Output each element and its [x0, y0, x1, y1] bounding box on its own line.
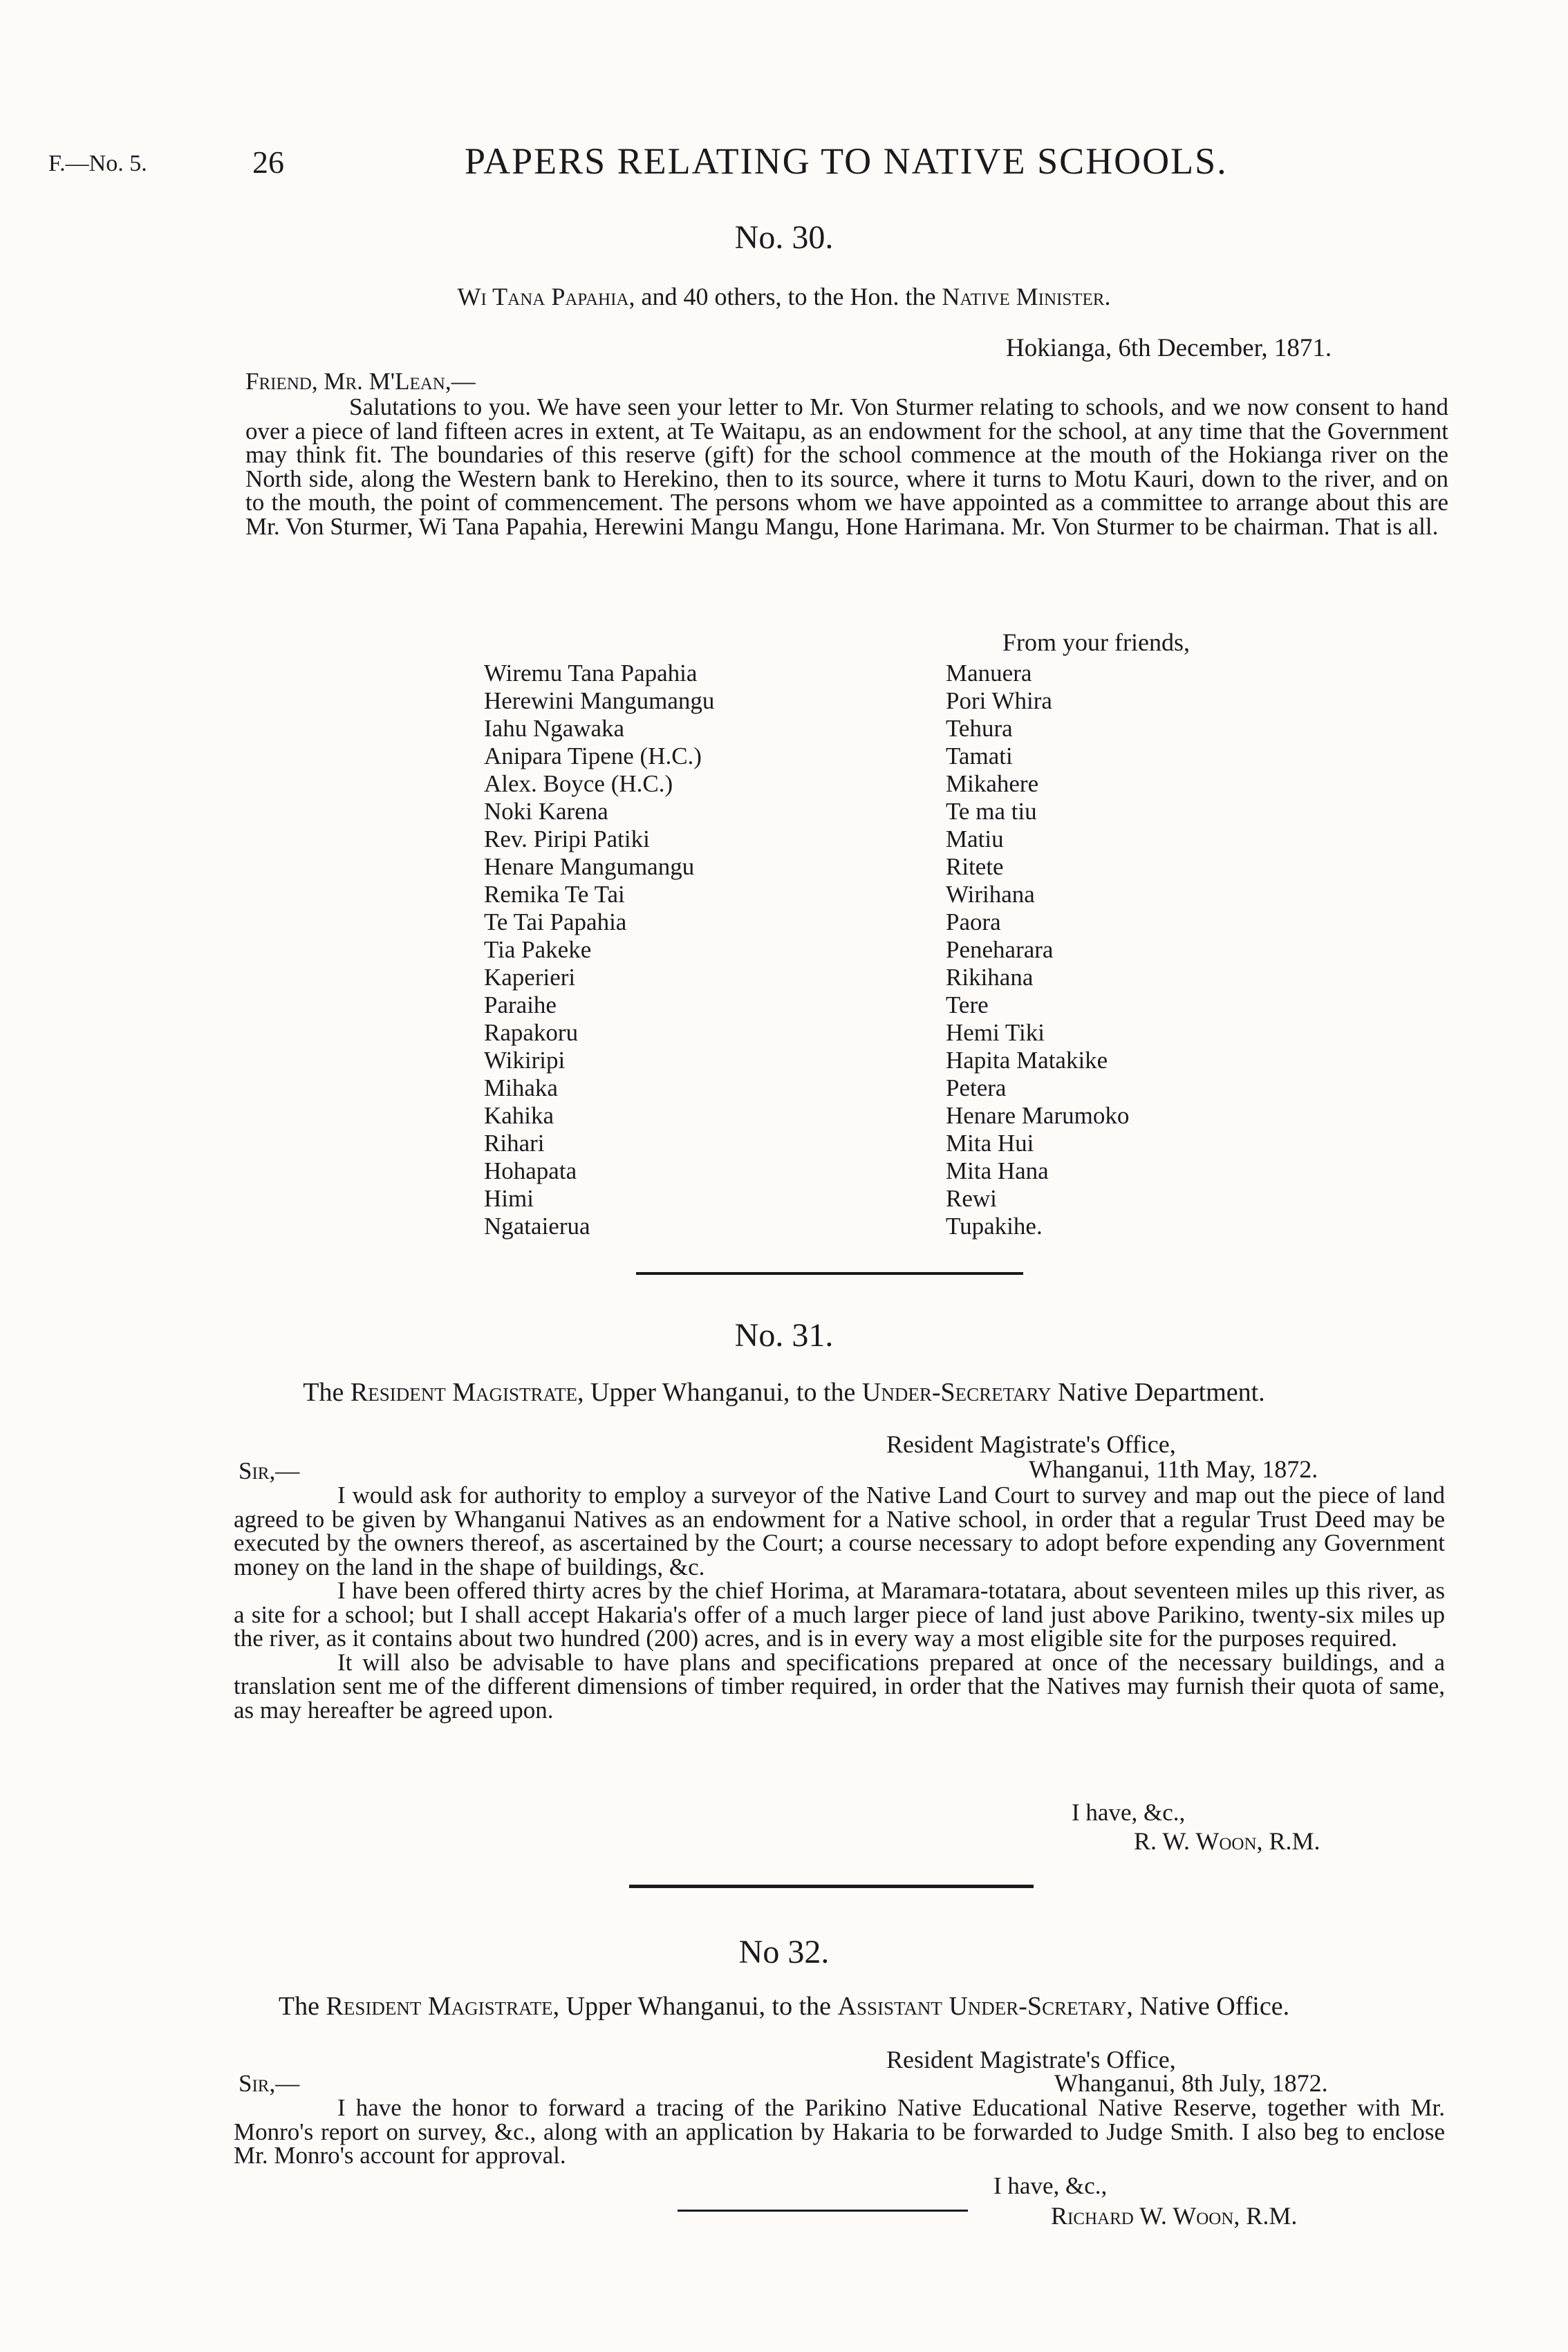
signatory-name: Wirihana: [946, 881, 1035, 908]
signatory-name: Wikiripi: [484, 1047, 566, 1074]
signatory-name: Pori Whira: [946, 687, 1052, 714]
dateline-31: Whanganui, 11th May, 1872.: [1029, 1455, 1318, 1483]
closing-30: From your friends,: [1002, 628, 1190, 656]
heading-recipient: Under-Secretary: [861, 1378, 1052, 1407]
signatory-name: Hohapata: [484, 1157, 577, 1184]
paragraph: I have been offered thirty acres by the chief Horima, at Maramara-totatara, about seventeen miles up this river, as a site for a school; but I shall accept Hakaria's offer of a much larger piece of land just above Parikino, twenty-six miles up the river, as it contains about two hundred (200) acres, and is in every way a most eligible site for the purposes required.: [234, 1577, 1445, 1652]
heading-text: , Native Office.: [1126, 1992, 1290, 2021]
letter-heading-30: [0, 282, 1568, 311]
signatory-name: Kahika: [484, 1102, 554, 1129]
signatory-name: Tamati: [946, 743, 1013, 769]
signatory-name: Mita Hana: [946, 1157, 1049, 1184]
signatory-name: Rapakoru: [484, 1019, 579, 1046]
letter-body-32: [234, 2096, 1445, 2168]
heading-sender: Wi Tana Papahia: [457, 283, 629, 310]
divider: [678, 2210, 968, 2212]
signatories-right: [946, 660, 1129, 1240]
heading-sender: Resident Magistrate: [350, 1378, 577, 1407]
signatory-name: Rev. Piripi Patiki: [484, 825, 650, 852]
heading-text: Native Department.: [1051, 1378, 1265, 1407]
divider: [636, 1272, 1023, 1275]
signatory-name: Paraihe: [484, 991, 557, 1018]
signatory-name: Hemi Tiki: [946, 1019, 1045, 1046]
signatory-name: Wiremu Tana Papahia: [484, 660, 698, 687]
salutation-32: Sir,—: [239, 2070, 300, 2097]
signatory-name: Ngataierua: [484, 1213, 590, 1240]
signatory-name: Noki Karena: [484, 798, 608, 825]
heading-sender: Resident Magistrate: [326, 1992, 553, 2021]
paragraph: I have the honor to forward a tracing of the Parikino Native Educational Native Reserve, together with Mr. Monro's report on survey, &c., along with an application by Hakaria to be forwarded to Judge Smith. I also beg to enclose Mr. Monro's account for approval.: [234, 2094, 1445, 2169]
divider: [629, 1885, 1034, 1888]
heading-text: The: [303, 1378, 351, 1407]
signatory-name: Tupakihe.: [946, 1213, 1043, 1240]
signatory-name: Henare Marumoko: [946, 1102, 1130, 1129]
heading-text: , Upper Whanganui, to the: [577, 1378, 862, 1407]
signatory-name: Paora: [946, 908, 1001, 935]
closing-32: I have, &c.,: [993, 2172, 1108, 2199]
signatory-name: Herewini Mangumangu: [484, 687, 715, 714]
letter-heading-31: [0, 1377, 1568, 1408]
signatory-name: Kaperieri: [484, 964, 576, 991]
document-number-32: No 32.: [738, 1934, 830, 1970]
signatory-name: Tia Pakeke: [484, 936, 592, 963]
dateline-30: Hokianga, 6th December, 1871.: [1006, 334, 1332, 362]
signatory-name: Rikihana: [946, 964, 1034, 991]
signatories-left: [484, 660, 714, 1240]
salutation-30: Friend, Mr. M'Lean,—: [245, 368, 476, 395]
signatory-name: Petera: [946, 1074, 1007, 1101]
signatory-name: Remika Te Tai: [484, 881, 625, 908]
page-title: PAPERS RELATING TO NATIVE SCHOOLS.: [465, 140, 1228, 182]
signatory-name: Manuera: [946, 660, 1032, 687]
page-number: 26: [252, 144, 284, 180]
heading-text: The: [278, 1992, 326, 2021]
signatory-name: Mita Hui: [946, 1130, 1034, 1157]
signatory-name: Matiu: [946, 825, 1004, 852]
signatory-name: Hapita Matakike: [946, 1047, 1108, 1074]
office-31: Resident Magistrate's Office,: [886, 1430, 1176, 1458]
signature-31: R. W. Woon, R.M.: [1134, 1827, 1320, 1855]
document-number-31: No. 31.: [734, 1317, 834, 1354]
signatory-name: Henare Mangumangu: [484, 853, 695, 880]
document-number-30: No. 30.: [734, 219, 834, 256]
paragraph: I would ask for authority to employ a surveyor of the Native Land Court to survey and map out the piece of land agreed to be given by Whanganui Natives as an endowment for a Native school, in order that a regular Trust Deed may be executed by the owners thereof, as ascertained by the Court; a course necessary to adopt before expending any Government money on the land in the shape of buildings, &c.: [234, 1482, 1445, 1580]
signatory-name: Tere: [946, 991, 989, 1018]
signatory-name: Te Tai Papahia: [484, 908, 627, 935]
letter-heading-32: [0, 1991, 1568, 2022]
signatory-name: Te ma tiu: [946, 798, 1037, 825]
signatory-name: Mihaka: [484, 1074, 558, 1101]
heading-recipient: Native Minister: [942, 283, 1105, 310]
signatory-name: Anipara Tipene (H.C.): [484, 743, 702, 769]
heading-text: , Upper Whanganui, to the: [552, 1992, 838, 2021]
paragraph: Salutations to you. We have seen your letter to Mr. Von Sturmer relating to schools, and we now consent to hand over a piece of land fifteen acres in extent, at Te Waitapu, as an endowment for the school, at any time that the Government may think fit. The boundaries of this reserve (gift) for the school commence at the mouth of the Hokianga river on the North side, along the Western bank to Herekino, then to its source, where it turns to Motu Kauri, down to the river, and on to the mouth, the point of commencement. The persons whom we have appointed as a committee to arrange about this are Mr. Von Sturmer, Wi Tana Papahia, Herewini Mangu Mangu, Hone Harimana. Mr. Von Sturmer to be chairman. That is all.: [245, 393, 1448, 540]
signatory-name: Peneharara: [946, 936, 1054, 963]
salutation-31: Sir,—: [239, 1457, 300, 1484]
document-reference: F.—No. 5.: [48, 151, 147, 176]
letter-body-31: [234, 1484, 1445, 1722]
signatory-name: Rihari: [484, 1130, 545, 1157]
signatory-name: Himi: [484, 1185, 534, 1212]
signature-32: Richard W. Woon, R.M.: [1051, 2202, 1298, 2230]
paragraph: It will also be advisable to have plans and specifications prepared at once of the necessary buildings, and a translation sent me of the different dimensions of timber required, in order that the Natives may furnish their quota of same, as may hereafter be agreed upon.: [234, 1648, 1445, 1724]
signatory-name: Iahu Ngawaka: [484, 715, 625, 742]
heading-text: , and 40 others, to the Hon. the: [628, 283, 942, 310]
heading-end: .: [1104, 283, 1111, 310]
closing-31: I have, &c.,: [1072, 1799, 1186, 1826]
letter-body-30: [245, 395, 1448, 539]
heading-recipient: Assistant Under-Scretary: [837, 1992, 1127, 2021]
signatory-name: Ritete: [946, 853, 1004, 880]
signatory-name: Mikahere: [946, 770, 1039, 797]
office-32: Resident Magistrate's Office,: [886, 2046, 1176, 2073]
signatory-name: Rewi: [946, 1185, 997, 1212]
dateline-32: Whanganui, 8th July, 1872.: [1054, 2069, 1328, 2097]
signatory-name: Tehura: [946, 715, 1013, 742]
signatory-name: Alex. Boyce (H.C.): [484, 770, 673, 797]
